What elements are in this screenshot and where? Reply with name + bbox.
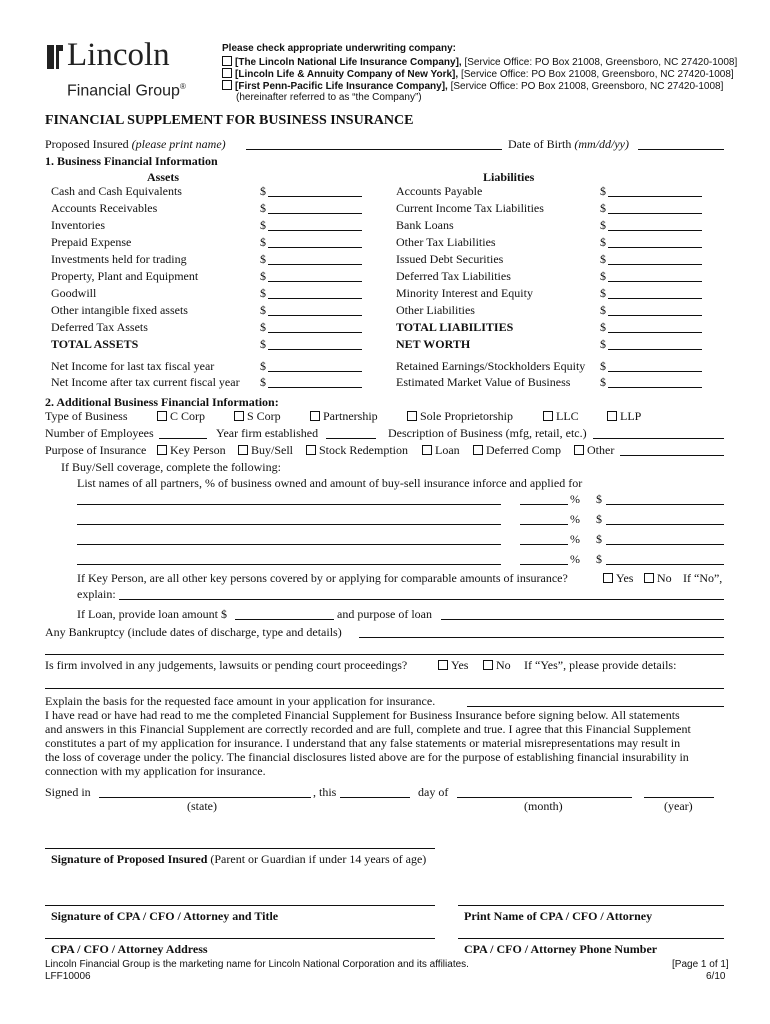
year-established-label: Year firm established [216,426,319,440]
bankruptcy-input[interactable] [359,637,724,638]
statement-line: constitutes a part of my application for insurance. I understand that any false statements or material misrepresentations may result in [45,736,681,750]
type-of-business-label: Type of Business [45,409,128,423]
partner-amount-input[interactable] [606,504,724,505]
liabilities-heading: Liabilities [483,170,535,184]
currency-sign: $ [600,184,606,198]
asset-amount-input[interactable] [268,254,362,265]
liability-amount-field[interactable] [600,235,702,249]
currency-sign: $ [600,337,606,351]
liability-amount-field[interactable] [600,303,702,317]
asset-amount-field[interactable] [260,252,362,266]
partner-amount-input[interactable] [606,524,724,525]
loan-purpose-input[interactable] [441,619,724,620]
footer-date: 6/10 [706,971,726,982]
keyperson-explain-input[interactable] [119,599,724,600]
type-partnership[interactable]: Partnership [310,409,378,423]
date-of-birth-input[interactable] [638,149,724,150]
partner-name-input[interactable] [77,524,501,525]
cpa-signature-input[interactable] [45,905,435,906]
partner-percent-input[interactable] [520,524,568,525]
cpa-signature-label: Signature of CPA / CFO / Attorney and Title [51,909,279,923]
asset-amount-input[interactable] [268,339,362,350]
proposed-insured-label: Proposed Insured (please print name) [45,137,226,151]
income-amount-input[interactable] [268,361,362,372]
cpa-name-label: Print Name of CPA / CFO / Attorney [464,909,653,923]
type-s-corp[interactable]: S Corp [234,409,281,423]
currency-sign: $ [600,201,606,215]
currency-sign: $ [260,218,266,232]
currency-sign: $ [260,359,266,373]
currency-sign: $ [260,375,266,389]
liability-label: Bank Loans [396,218,454,232]
asset-amount-input[interactable] [268,203,362,214]
asset-amount-field[interactable] [260,269,362,283]
partner-percent-input[interactable] [520,564,568,565]
liability-amount-field[interactable] [600,252,702,266]
income-amount-input[interactable] [268,377,362,388]
currency-sign: $ [600,252,606,266]
currency-sign: $ [596,492,602,506]
asset-amount-input[interactable] [268,220,362,231]
liability-amount-input[interactable] [608,288,702,299]
liability-amount-field[interactable] [600,320,702,334]
assets-heading: Assets [147,170,179,184]
liability-label: Accounts Payable [396,184,483,198]
asset-label: Goodwill [51,286,97,300]
liability-amount-input[interactable] [608,237,702,248]
judgements-question: Is firm involved in any judgements, lawsuits or pending court proceedings? [45,658,408,672]
lincoln-logo-icon [45,44,65,70]
section2-heading: 2. Additional Business Financial Information: [45,395,279,409]
liability-amount-input[interactable] [608,322,702,333]
currency-sign: $ [600,235,606,249]
liability-amount-input[interactable] [608,305,702,316]
employees-input[interactable] [159,438,207,439]
percent-sign: % [570,552,580,566]
description-label: Description of Business (mfg, retail, etc.) [388,426,587,440]
keyperson-no[interactable]: No [644,571,672,585]
explain-basis-label: Explain the basis for the requested face amount in your application for insurance. [45,694,436,708]
asset-amount-field[interactable] [260,184,362,198]
section1-heading: 1. Business Financial Information [45,154,218,168]
type-c-corp[interactable]: C Corp [157,409,205,423]
underwriting-option-1[interactable]: [The Lincoln National Life Insurance Company], [Service Office: PO Box 21008, Greensboro, NC 27420-1008] [222,56,737,69]
statement-line: I have read or have had read to me the completed Financial Supplement for Business Insurance before signing below. All statements [45,708,680,722]
currency-sign: $ [260,252,266,266]
currency-sign: $ [260,235,266,249]
equity-label: Retained Earnings/Stockholders Equity [396,359,586,373]
income-amount-field[interactable] [260,375,362,389]
currency-sign: $ [600,375,606,389]
partner-amount-input[interactable] [606,564,724,565]
description-input[interactable] [593,438,724,439]
currency-sign: $ [596,552,602,566]
loan-purpose-label: and purpose of loan [337,607,432,621]
asset-amount-field[interactable] [260,286,362,300]
percent-sign: % [570,492,580,506]
state-caption: (state) [187,799,217,813]
explain-basis-input[interactable] [467,706,724,707]
year-caption: (year) [664,799,693,813]
insured-signature-label: Signature of Proposed Insured (Parent or Guardian if under 14 years of age) [51,852,427,866]
employees-label: Number of Employees [45,426,154,440]
asset-label: Cash and Cash Equivalents [51,184,182,198]
liability-amount-field[interactable] [600,218,702,232]
asset-amount-input[interactable] [268,322,362,333]
purpose-buy-sell[interactable]: Buy/Sell [238,443,293,457]
asset-amount-field[interactable] [260,218,362,232]
asset-label: Other intangible fixed assets [51,303,188,317]
signed-day-of-label: day of [418,785,449,799]
currency-sign: $ [260,286,266,300]
loan-amount-input[interactable] [235,619,334,620]
signed-year-input[interactable] [644,797,714,798]
asset-amount-input[interactable] [268,237,362,248]
currency-sign: $ [600,269,606,283]
judgements-details-input[interactable] [45,688,724,689]
income-label: Net Income after tax current fiscal year [51,375,240,389]
partner-name-input[interactable] [77,564,501,565]
percent-sign: % [570,532,580,546]
logo-subtitle: Financial Group® [67,82,186,100]
liability-amount-field[interactable] [600,286,702,300]
currency-sign: $ [596,532,602,546]
currency-sign: $ [260,320,266,334]
equity-amount-input[interactable] [608,377,702,388]
liability-amount-field[interactable] [600,337,702,351]
currency-sign: $ [260,303,266,317]
type-llc[interactable]: LLC [543,409,579,423]
partner-percent-input[interactable] [520,504,568,505]
currency-sign: $ [600,286,606,300]
asset-amount-field[interactable] [260,235,362,249]
asset-amount-field[interactable] [260,201,362,215]
liability-label: NET WORTH [396,337,471,351]
judgements-if-yes: If “Yes”, please provide details: [524,658,677,672]
underwriting-note: (hereinafter referred to as “the Company”) [236,92,422,103]
purpose-loan[interactable]: Loan [422,443,460,457]
percent-sign: % [570,512,580,526]
asset-amount-input[interactable] [268,186,362,197]
proposed-insured-input[interactable] [246,149,502,150]
statement-line: connection with my application for insurance. [45,764,266,778]
liability-label: TOTAL LIABILITIES [396,320,514,334]
year-established-input[interactable] [326,438,376,439]
asset-amount-field[interactable] [260,337,362,351]
purpose-other[interactable]: Other [574,443,614,457]
underwriting-heading: Please check appropriate underwriting company: [222,43,456,54]
type-llp[interactable]: LLP [607,409,641,423]
keyperson-if-no: If “No”, [683,571,723,585]
loan-amount-label: If Loan, provide loan amount $ [77,607,227,621]
type-sole-proprietorship[interactable]: Sole Proprietorship [407,409,513,423]
signed-in-label: Signed in [45,785,91,799]
currency-sign: $ [600,359,606,373]
underwriting-option-2[interactable]: [Lincoln Life & Annuity Company of New York], [Service Office: PO Box 21008, Greensboro, NC 27420-1008] [222,68,734,81]
logo-name: Lincoln [67,37,170,73]
partner-percent-input[interactable] [520,544,568,545]
footer-form-number: LFF10006 [45,971,91,982]
cpa-address-label: CPA / CFO / Attorney Address [51,942,208,956]
purpose-deferred-comp[interactable]: Deferred Comp [473,443,561,457]
liability-amount-field[interactable] [600,269,702,283]
liability-amount-input[interactable] [608,339,702,350]
cpa-phone-label: CPA / CFO / Attorney Phone Number [464,942,658,956]
signed-this-label: , this [313,785,337,799]
asset-label: Accounts Receivables [51,201,158,215]
signed-in-state-input[interactable] [99,797,311,798]
equity-label: Estimated Market Value of Business [396,375,571,389]
buysell-label: If Buy/Sell coverage, complete the following: [61,460,281,474]
currency-sign: $ [600,218,606,232]
insured-signature-input[interactable] [45,848,435,849]
liability-amount-input[interactable] [608,186,702,197]
form-title: FINANCIAL SUPPLEMENT FOR BUSINESS INSURANCE [45,113,414,128]
partner-amount-input[interactable] [606,544,724,545]
currency-sign: $ [600,320,606,334]
cpa-phone-input[interactable] [458,938,724,939]
equity-amount-input[interactable] [608,361,702,372]
purpose-stock-redemption[interactable]: Stock Redemption [306,443,408,457]
liability-amount-input[interactable] [608,271,702,282]
asset-label: Inventories [51,218,105,232]
liability-amount-field[interactable] [600,201,702,215]
asset-amount-field[interactable] [260,303,362,317]
keyperson-explain-label: explain: [77,587,116,601]
liability-amount-input[interactable] [608,203,702,214]
liability-label: Current Income Tax Liabilities [396,201,544,215]
liability-amount-input[interactable] [608,254,702,265]
footer-note: Lincoln Financial Group is the marketing name for Lincoln National Corporation and its affiliates. [45,959,469,970]
partner-name-input[interactable] [77,544,501,545]
currency-sign: $ [596,512,602,526]
asset-label: TOTAL ASSETS [51,337,139,351]
currency-sign: $ [260,337,266,351]
asset-amount-input[interactable] [268,288,362,299]
asset-amount-field[interactable] [260,320,362,334]
statement-line: the loss of coverage under the policy. The financial disclosures listed above are for the purpose of establishing financial insurability in [45,750,689,764]
cpa-name-input[interactable] [458,905,724,906]
asset-label: Property, Plant and Equipment [51,269,199,283]
asset-label: Prepaid Expense [51,235,132,249]
liability-amount-input[interactable] [608,220,702,231]
bankruptcy-label: Any Bankruptcy (include dates of discharge, type and details) [45,625,342,639]
footer-page: [Page 1 of 1] [672,959,729,970]
month-caption: (month) [524,799,563,813]
asset-label: Deferred Tax Assets [51,320,148,334]
bankruptcy-input-2[interactable] [45,654,724,655]
income-label: Net Income for last tax fiscal year [51,359,215,373]
income-amount-field[interactable] [260,359,362,373]
statement-line: and answers in this Financial Supplement are correctly recorded and are full, complete and true. I agree that this Financial Supplement [45,722,691,736]
keyperson-question: If Key Person, are all other key persons covered by or applying for comparable amounts of insurance? [77,571,568,585]
currency-sign: $ [260,269,266,283]
date-of-birth-label: Date of Birth (mm/dd/yy) [508,137,629,151]
purpose-other-input[interactable] [620,455,724,456]
judgements-no[interactable]: No [483,658,511,672]
currency-sign: $ [600,303,606,317]
asset-amount-input[interactable] [268,271,362,282]
partners-label: List names of all partners, % of business owned and amount of buy-sell insurance inforce and applied for [77,476,583,490]
liability-label: Minority Interest and Equity [396,286,533,300]
underwriting-option-3[interactable]: [First Penn-Pacific Life Insurance Company], [Service Office: PO Box 21008, Greensboro, NC 27420-1008] [222,80,723,93]
judgements-yes[interactable]: Yes [438,658,468,672]
signed-day-input[interactable] [340,797,410,798]
currency-sign: $ [260,201,266,215]
liability-label: Deferred Tax Liabilities [396,269,511,283]
asset-label: Investments held for trading [51,252,187,266]
purpose-key-person[interactable]: Key Person [157,443,226,457]
signed-month-input[interactable] [457,797,632,798]
liability-label: Other Tax Liabilities [396,235,496,249]
equity-amount-field[interactable] [600,359,702,373]
liability-label: Other Liabilities [396,303,475,317]
keyperson-yes[interactable]: Yes [603,571,633,585]
purpose-label: Purpose of Insurance [45,443,147,457]
currency-sign: $ [260,184,266,198]
partner-name-input[interactable] [77,504,501,505]
asset-amount-input[interactable] [268,305,362,316]
liability-label: Issued Debt Securities [396,252,504,266]
equity-amount-field[interactable] [600,375,702,389]
liability-amount-field[interactable] [600,184,702,198]
cpa-address-input[interactable] [45,938,435,939]
